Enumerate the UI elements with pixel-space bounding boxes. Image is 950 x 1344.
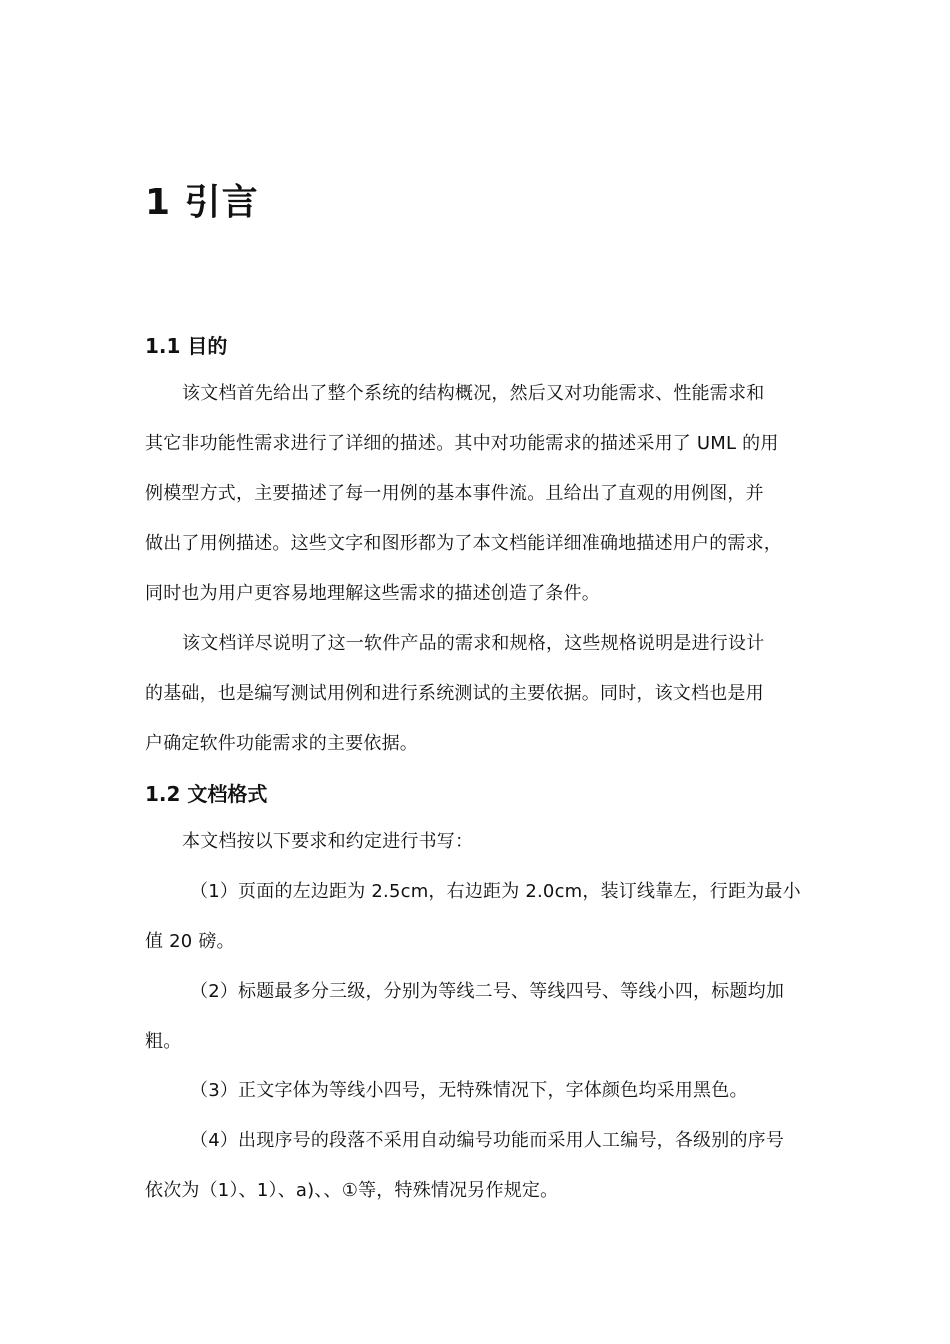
paragraph-line: 户确定软件功能需求的主要依据。: [145, 733, 418, 754]
list-item-line: （4）出现序号的段落不采用自动编号功能而采用人工编号，各级别的序号: [190, 1130, 785, 1151]
section-heading-purpose: 1.1 目的: [145, 334, 228, 358]
paragraph-line: 该文档首先给出了整个系统的结构概况，然后又对功能需求、性能需求和: [182, 383, 765, 404]
chapter-heading: 1 引言: [145, 182, 259, 223]
section-heading-format: 1.2 文档格式: [145, 782, 268, 806]
list-item-line: 值 20 磅。: [145, 931, 235, 952]
paragraph-line: 本文档按以下要求和约定进行书写：: [182, 831, 474, 852]
list-item-line: （1）页面的左边距为 2.5cm，右边距为 2.0cm，装订线靠左，行距为最小: [190, 881, 801, 902]
paragraph-line: 该文档详尽说明了这一软件产品的需求和规格，这些规格说明是进行设计: [182, 633, 765, 654]
paragraph-line: 同时也为用户更容易地理解这些需求的描述创造了条件。: [145, 583, 600, 604]
paragraph-line: 例模型方式，主要描述了每一用例的基本事件流。且给出了直观的用例图，并: [145, 483, 764, 504]
list-item-line: （2）标题最多分三级，分别为等线二号、等线四号、等线小四，标题均加: [190, 981, 785, 1002]
paragraph-line: 做出了用例描述。这些文字和图形都为了本文档能详细准确地描述用户的需求，: [145, 533, 782, 554]
paragraph-line: 其它非功能性需求进行了详细的描述。其中对功能需求的描述采用了 UML 的用: [145, 433, 779, 454]
list-item-line: （3）正文字体为等线小四号，无特殊情况下，字体颜色均采用黑色。: [190, 1080, 748, 1101]
list-item-line: 依次为（1）、1）、a)、、①等，特殊情况另作规定。: [145, 1180, 559, 1201]
paragraph-line: 的基础，也是编写测试用例和进行系统测试的主要依据。同时，该文档也是用: [145, 683, 764, 704]
list-item-line: 粗。: [145, 1031, 182, 1052]
